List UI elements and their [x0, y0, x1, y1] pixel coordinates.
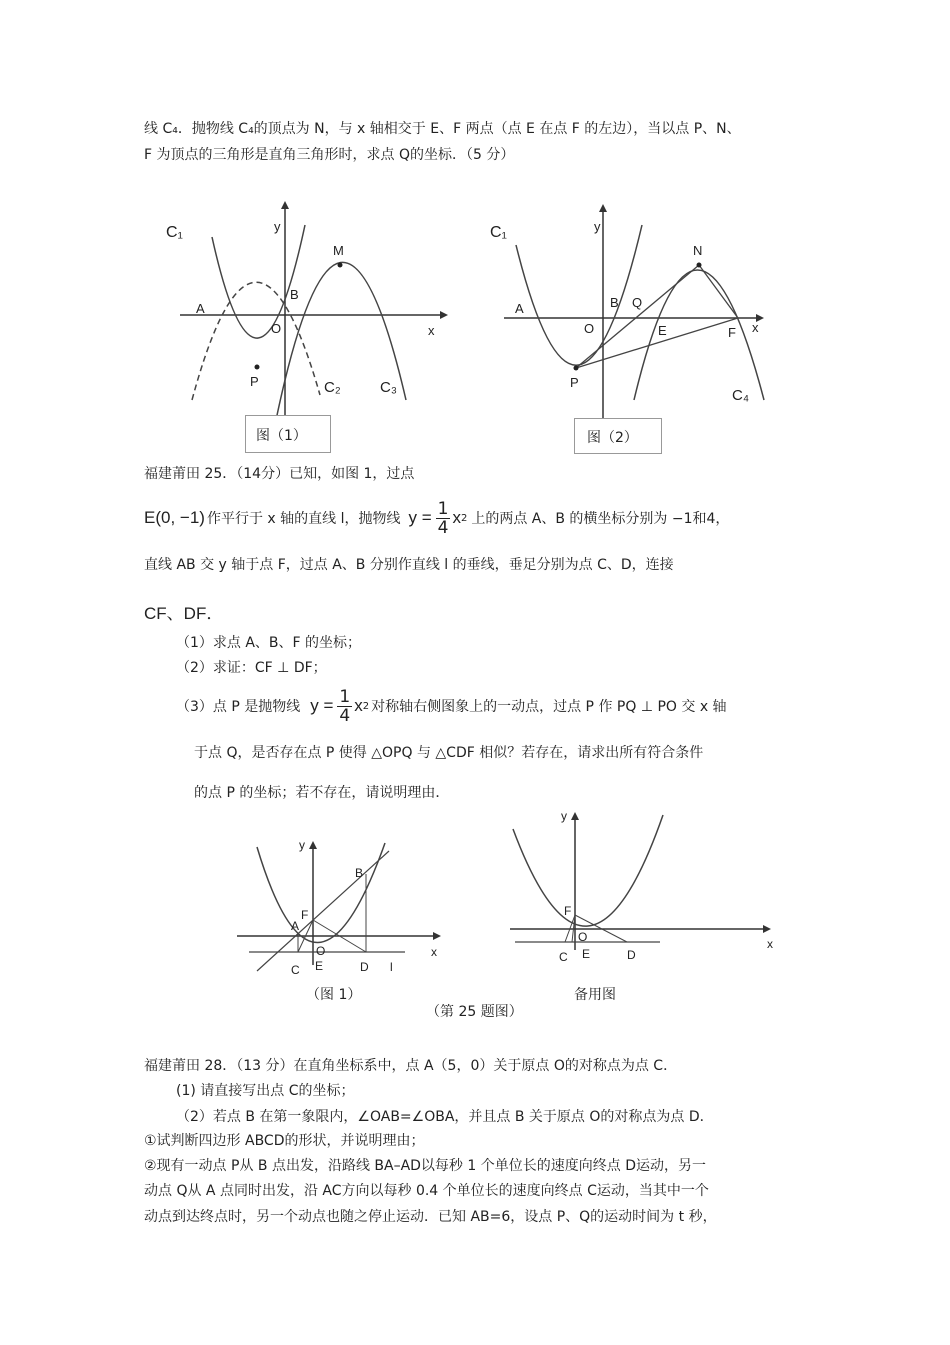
label-o: O: [271, 321, 282, 336]
q25-line-1-b: 上的两点 A、B 的横坐标分别为 −1和4，: [471, 511, 730, 527]
q25-part-3-c: 于点 Q，是否存在点 P 使得 △OPQ 与 △CDF 相似？若存在，请求出所有符合条件: [194, 745, 704, 761]
eq-exponent: 2: [460, 512, 468, 524]
q25-header: 福建莆田 25．（14分）已知，如图 1，过点: [144, 466, 415, 482]
fraction-numerator: 1: [339, 686, 351, 707]
q25-line-2: 直线 AB 交 y 轴于点 F，过点 A、B 分别作直线 l 的垂线，垂足分别为点 C、D，连接: [144, 557, 674, 573]
label-d: D: [360, 960, 369, 974]
label-y: y: [299, 838, 305, 852]
label-b: B: [610, 295, 619, 310]
q25-part-3: [176, 685, 727, 727]
q25-line-1: [144, 497, 729, 539]
eq-x: x: [452, 508, 461, 527]
q25-line-1-a: 作平行于 x 轴的直线 l，抛物线: [206, 511, 401, 527]
q25-part-1: （1）求点 A、B、F 的坐标；: [176, 635, 362, 651]
fraction-denominator: 4: [437, 517, 449, 538]
label-x: x: [431, 945, 437, 959]
label-c3: C₃: [380, 379, 397, 396]
figure-2-caption-box: [574, 418, 662, 454]
point-e: E(0, −1): [144, 508, 205, 527]
label-f: F: [301, 908, 309, 922]
figure-1-caption: 图（1）: [256, 428, 307, 444]
eq-left: y =: [408, 508, 432, 527]
q25-figure-1: [235, 835, 450, 985]
intro-line-2: F 为顶点的三角形是直角三角形时，求点 Q的坐标．（5 分）: [144, 147, 515, 163]
label-a: A: [515, 301, 524, 316]
fraction: [337, 688, 352, 725]
label-f: F: [564, 904, 572, 918]
label-a: A: [196, 301, 205, 316]
label-p: P: [570, 375, 579, 390]
label-l: l: [390, 960, 393, 974]
label-f: F: [728, 325, 736, 340]
q28-part-1: (1) 请直接写出点 C的坐标；: [176, 1083, 355, 1099]
label-x: x: [752, 320, 759, 335]
label-c: C: [559, 950, 568, 964]
label-o: O: [578, 930, 588, 944]
label-m: M: [333, 243, 344, 258]
label-o: O: [584, 321, 595, 336]
q28-sub-2-b: 动点 Q从 A 点同时出发，沿 AC方向以每秒 0.4 个单位长的速度向终点 C运动，当其中一个: [144, 1183, 709, 1199]
q25-part-3-d: 的点 P 的坐标；若不存在，请说明理由．: [194, 785, 450, 801]
fraction: [436, 500, 451, 537]
q25-figure-caption: （第 25 题图）: [426, 1004, 523, 1020]
label-y: y: [274, 219, 281, 234]
label-n: N: [693, 243, 703, 258]
label-b: B: [290, 287, 299, 302]
q28-part-2: （2）若点 B 在第一象限内，∠OAB=∠OBA，并且点 B 关于原点 O的对称点为点 D．: [176, 1109, 714, 1125]
eq-left: y =: [310, 696, 334, 715]
label-e: E: [658, 323, 667, 338]
q25-fig1-caption: （图 1）: [306, 987, 362, 1003]
eq-x: x: [354, 696, 363, 715]
label-e: E: [582, 947, 591, 961]
label-y: y: [561, 809, 567, 823]
label-o: O: [316, 944, 326, 958]
label-c1: C₁: [490, 224, 507, 241]
label-q: Q: [632, 295, 643, 310]
label-a: A: [291, 919, 300, 933]
label-e: E: [315, 959, 324, 973]
label-c4: C₄: [732, 387, 749, 404]
label-b: B: [355, 866, 364, 880]
label-d: D: [627, 948, 636, 962]
eq-exponent: 2: [362, 700, 370, 712]
q28-sub-2-a: ②现有一动点 P从 B 点出发，沿路线 BA–AD以每秒 1 个单位长的速度向终点 D运动，另一: [144, 1158, 706, 1174]
label-c1: C₁: [166, 224, 183, 241]
q28-sub-1: ①试判断四边形 ABCD的形状，并说明理由；: [144, 1133, 425, 1149]
label-y: y: [594, 219, 601, 234]
label-x: x: [767, 937, 773, 951]
q28-header: 福建莆田 28．（13 分）在直角坐标系中，点 A（5，0）关于原点 O的对称点为点 C．: [144, 1058, 678, 1074]
q25-part-2: （2）求证：CF ⊥ DF；: [176, 660, 327, 676]
label-x: x: [428, 323, 435, 338]
q25-part-3-a: （3）点 P 是抛物线: [176, 699, 301, 715]
q25-line-3: CF、DF．: [144, 604, 224, 623]
figure-1-caption-box: [245, 415, 331, 453]
intro-line-1: 线 C₄．抛物线 C₄的顶点为 N，与 x 轴相交于 E、F 两点（点 E 在点 F 的左边），当以点 P、N、: [144, 121, 741, 137]
fraction-denominator: 4: [339, 705, 351, 726]
q25-figure-2-backup: [505, 805, 785, 970]
q28-sub-2-c: 动点到达终点时，另一个动点也随之停止运动．已知 AB=6，设点 P、Q的运动时间为 t 秒，: [144, 1209, 717, 1225]
fraction-numerator: 1: [437, 498, 449, 519]
label-p: P: [250, 374, 259, 389]
q25-fig2-caption: 备用图: [574, 987, 616, 1003]
figure-2-caption: 图（2）: [587, 430, 638, 446]
label-c: C: [291, 963, 300, 977]
label-c2: C₂: [324, 379, 341, 396]
q25-part-3-b: 对称轴右侧图象上的一动点，过点 P 作 PQ ⊥ PO 交 x 轴: [371, 699, 727, 715]
